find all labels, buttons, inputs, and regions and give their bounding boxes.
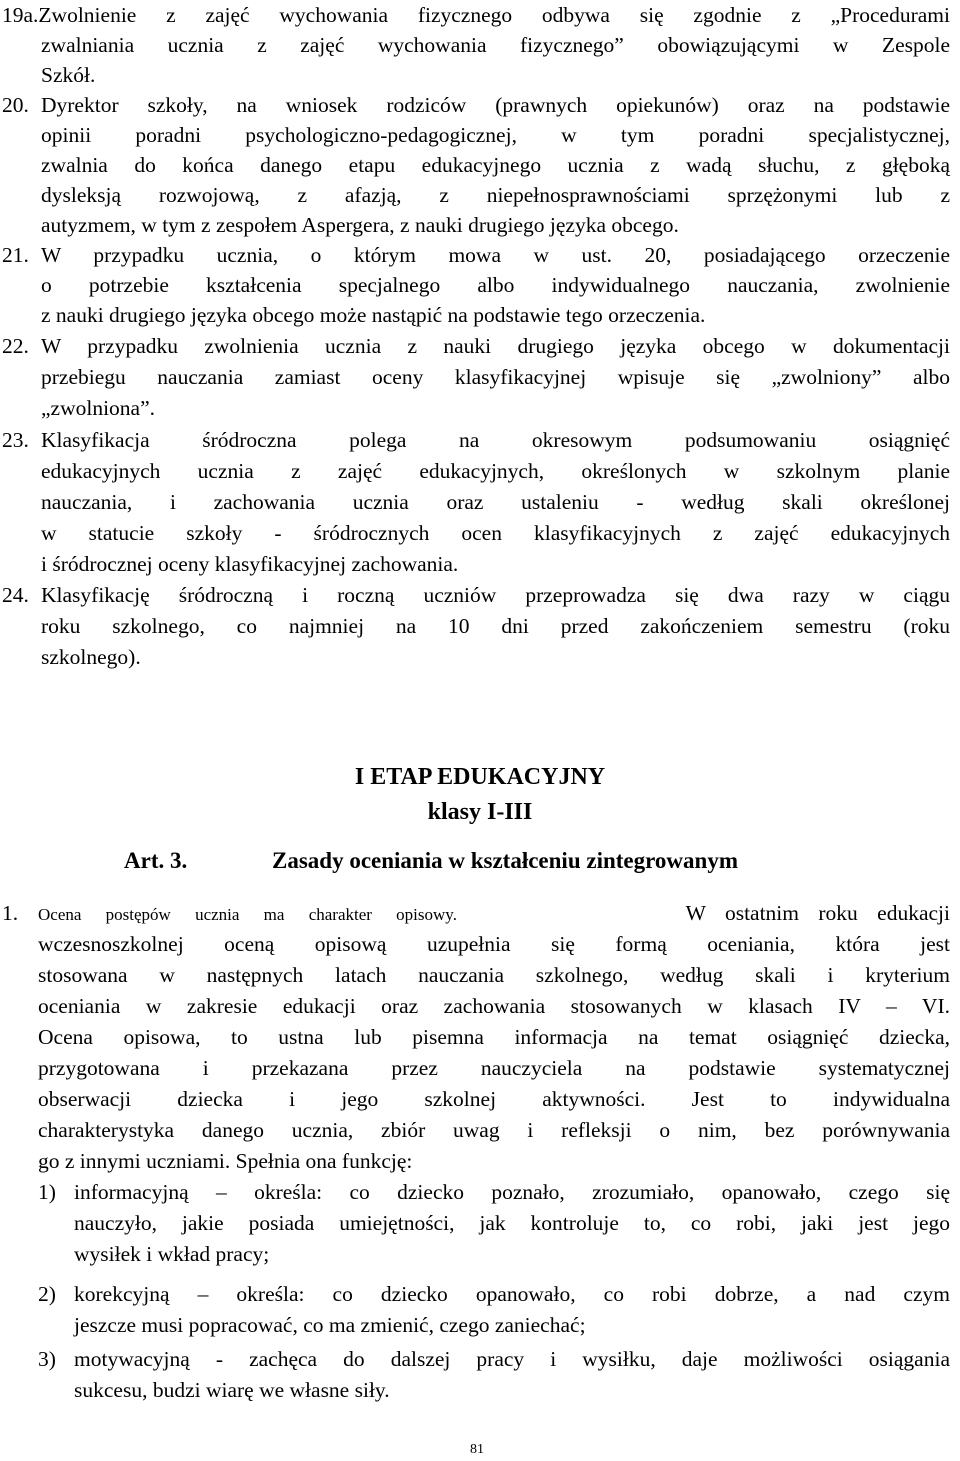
paragraph-20-line-3: zwalnia do końca danego etapu edukacyjnego ucznia z wadą słuchu, z głęboką xyxy=(41,153,950,177)
section-subtitle: klasy I-III xyxy=(427,799,533,825)
paragraph-20-line-1: Dyrektor szkoły, na wniosek rodziców (prawnych opiekunów) oraz na podstawie xyxy=(41,93,950,117)
function-2-line-2: jeszcze musi popracować, co ma zmienić, czego zaniechać; xyxy=(74,1313,586,1337)
paragraph-22-line-3: „zwolniona”. xyxy=(41,396,156,420)
section-1-line-3: stosowana w następnych latach nauczania szkolnego, według skali i kryterium xyxy=(38,963,950,987)
paragraph-23-line-1: Klasyfikacja śródroczna polega na okresowym podsumowaniu osiągnięć xyxy=(41,428,950,452)
paragraph-23-line-5: i śródrocznej oceny klasyfikacyjnej zachowania. xyxy=(41,552,459,576)
paragraph-22-line-1: W przypadku zwolnienia ucznia z nauki drugiego języka obcego w dokumentacji xyxy=(41,334,950,358)
paragraph-20-line-2: opinii poradni psychologiczno-pedagogicznej, w tym poradni specjalistycznej, xyxy=(41,123,950,147)
paragraph-20-line-4: dysleksją rozwojową, z afazją, z niepełnosprawnościami sprzężonymi lub z xyxy=(41,183,950,207)
function-1-number: 1) xyxy=(38,1180,56,1204)
paragraph-21-line-3: z nauki drugiego języka obcego może nastąpić na podstawie tego orzeczenia. xyxy=(41,303,706,327)
function-3-number: 3) xyxy=(38,1347,56,1371)
section-1-line-5: Ocena opisowa, to ustna lub pisemna informacja na temat osiągnięć dziecka, xyxy=(38,1025,950,1049)
paragraph-24-line-2: roku szkolnego, co najmniej na 10 dni przed zakończeniem semestru (roku xyxy=(41,614,950,638)
section-1-line-6: przygotowana i przekazana przez nauczyciela na podstawie systematycznej xyxy=(38,1056,950,1080)
paragraph-19a-line-2: zwalniania ucznia z zajęć wychowania fizycznego” obowiązującymi w Zespole xyxy=(41,33,950,57)
paragraph-24-line-3: szkolnego). xyxy=(41,645,141,669)
function-2-line-1: korekcyjną – określa: co dziecko opanowało, co robi dobrze, a nad czym xyxy=(74,1282,950,1306)
paragraph-23-line-3: nauczania, i zachowania ucznia oraz ustaleniu - według skali określonej xyxy=(41,490,950,514)
page-number: 81 xyxy=(470,1442,484,1457)
section-1-line-2: wczesnoszkolnej oceną opisową uzupełnia się formą oceniania, która jest xyxy=(38,932,950,956)
paragraph-22-line-2: przebiegu nauczania zamiast oceny klasyfikacyjnej wpisuje się „zwolniony” albo xyxy=(41,365,950,389)
article-number: Art. 3. xyxy=(124,848,188,873)
section-1-small-text: Ocena postępów ucznia ma charakter opisowy. xyxy=(38,905,457,924)
function-1-line-3: wysiłek i wkład pracy; xyxy=(74,1242,270,1266)
paragraph-24-line-1: Klasyfikację śródroczną i roczną uczniów przeprowadza się dwa razy w ciągu xyxy=(41,583,950,607)
paragraph-20-number: 20. xyxy=(2,93,29,117)
paragraph-23-line-2: edukacyjnych ucznia z zajęć edukacyjnych, określonych w szkolnym planie xyxy=(41,459,950,483)
paragraph-20-line-5: autyzmem, w tym z zespołem Aspergera, z nauki drugiego języka obcego. xyxy=(41,213,679,237)
function-3-line-2: sukcesu, budzi wiarę we własne siły. xyxy=(74,1378,390,1402)
paragraph-24-number: 24. xyxy=(2,583,29,607)
paragraph-21-line-2: o potrzebie kształcenia specjalnego albo indywidualnego nauczania, zwolnienie xyxy=(41,273,950,297)
function-3-line-1: motywacyjną - zachęca do dalszej pracy i wysiłku, daje możliwości osiągania xyxy=(74,1347,950,1371)
article-title: Zasady oceniania w kształceniu zintegrowanym xyxy=(272,848,738,873)
paragraph-21-line-1: W przypadku ucznia, o którym mowa w ust. 20, posiadającego orzeczenie xyxy=(41,243,950,267)
section-1-line-4: oceniania w zakresie edukacji oraz zachowania stosowanych w klasach IV – VI. xyxy=(38,994,950,1018)
function-1-line-1: informacyjną – określa: co dziecko poznało, zrozumiało, opanowało, czego się xyxy=(74,1180,950,1204)
section-1-line-7: obserwacji dziecka i jego szkolnej aktywności. Jest to indywidualna xyxy=(38,1087,950,1111)
paragraph-19a-line-3: Szkół. xyxy=(41,63,96,87)
function-1-line-2: nauczyło, jakie posiada umiejętności, jak kontroluje to, co robi, jaki jest jego xyxy=(74,1211,950,1235)
paragraph-22-number: 22. xyxy=(2,334,29,358)
section-1-line-9: go z innymi uczniami. Spełnia ona funkcję: xyxy=(38,1149,413,1173)
paragraph-23-number: 23. xyxy=(2,428,29,452)
paragraph-19a-line-1: 19a.Zwolnienie z zajęć wychowania fizycznego odbywa się zgodnie z „Procedurami xyxy=(2,3,950,27)
section-1-rest-text: W ostatnim roku edukacji xyxy=(685,901,950,925)
function-2-number: 2) xyxy=(38,1282,56,1306)
section-title: I ETAP EDUKACYJNY xyxy=(354,764,606,790)
section-1-line-8: charakterystyka danego ucznia, zbiór uwag i refleksji o nim, bez porównywania xyxy=(38,1118,950,1142)
paragraph-23-line-4: w statucie szkoły - śródrocznych ocen klasyfikacyjnych z zajęć edukacyjnych xyxy=(41,521,950,545)
section-1-number: 1. xyxy=(2,901,19,925)
paragraph-21-number: 21. xyxy=(2,243,29,267)
section-1-first-line xyxy=(38,898,950,930)
